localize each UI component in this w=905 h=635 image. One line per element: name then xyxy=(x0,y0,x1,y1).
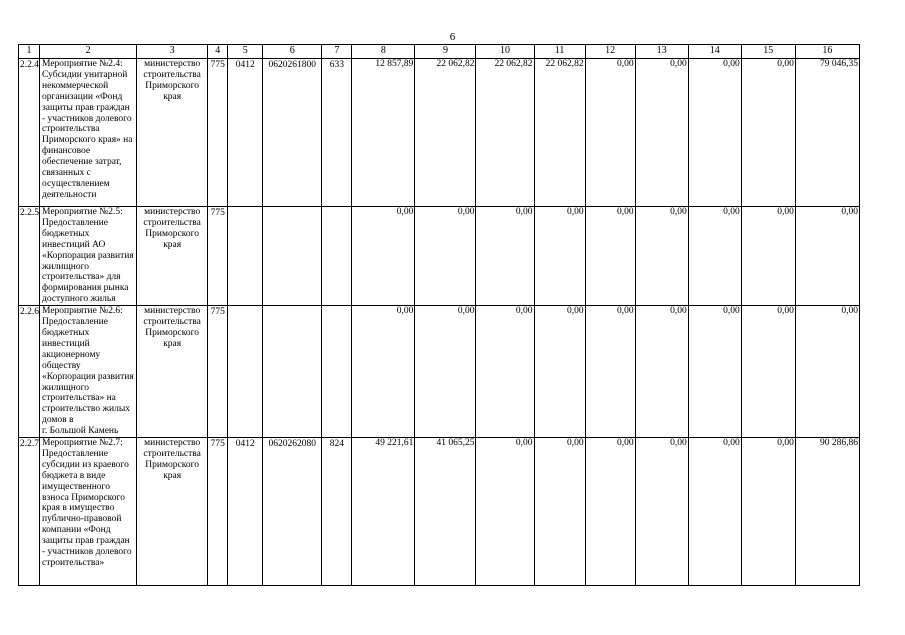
header-cell: 14 xyxy=(688,45,741,59)
value-cell: 0,00 xyxy=(534,306,585,438)
header-cell: 9 xyxy=(415,45,476,59)
measure-name: Мероприятие №2.4: Субсидии унитарной некоммерческой организации «Фонд защиты прав граждан - участников долевого строительства Приморского края» на финансовое обеспечение затрат, связанных с осуществлением деятельности xyxy=(40,59,137,207)
value-cell: 0,00 xyxy=(635,438,688,586)
expense-type-code: 824 xyxy=(322,438,352,586)
header-cell: 6 xyxy=(263,45,322,59)
section-code: 0412 xyxy=(228,438,263,586)
section-code: 0412 xyxy=(228,59,263,207)
header-cell: 2 xyxy=(40,45,137,59)
executor: министерство строительства Приморского края xyxy=(137,59,208,207)
total-cell: 0,00 xyxy=(795,306,859,438)
executor: министерство строительства Приморского края xyxy=(137,438,208,586)
header-cell: 7 xyxy=(322,45,352,59)
expense-type-code xyxy=(322,306,352,438)
header-cell: 10 xyxy=(476,45,534,59)
value-cell: 22 062,82 xyxy=(534,59,585,207)
value-cell: 0,00 xyxy=(585,306,635,438)
value-cell: 49 221,61 xyxy=(352,438,415,586)
header-cell: 13 xyxy=(635,45,688,59)
value-cell: 0,00 xyxy=(352,306,415,438)
measure-name: Мероприятие №2.7: Предоставление субсидии из краевого бюджета в виде имущественного взноса Приморского края в имущество публично-правовой компании «Фонд защиты прав граждан - участников долевого строительства» xyxy=(40,438,137,586)
value-cell: 0,00 xyxy=(352,207,415,306)
value-cell: 0,00 xyxy=(585,207,635,306)
value-cell: 0,00 xyxy=(476,306,534,438)
header-cell: 1 xyxy=(19,45,40,59)
table-row xyxy=(19,207,860,306)
measure-name: Мероприятие №2.5: Предоставление бюджетных инвестиций АО «Корпорация развития жилищного строительства» для формирования рынка доступного жилья xyxy=(40,207,137,306)
budget-table xyxy=(18,44,860,586)
value-cell: 0,00 xyxy=(741,438,795,586)
total-cell: 79 046,35 xyxy=(795,59,859,207)
executor: министерство строительства Приморского края xyxy=(137,306,208,438)
row-code: 2.2.4 xyxy=(19,59,40,207)
measure-name: Мероприятие №2.6: Предоставление бюджетных инвестиций акционерному обществу «Корпорация развития жилищного строительства» на строительство жилых домов в г. Большой Камень xyxy=(40,306,137,438)
header-cell: 4 xyxy=(208,45,228,59)
value-cell: 41 065,25 xyxy=(415,438,476,586)
value-cell: 0,00 xyxy=(688,59,741,207)
value-cell: 0,00 xyxy=(688,438,741,586)
value-cell: 0,00 xyxy=(635,59,688,207)
value-cell: 22 062,82 xyxy=(415,59,476,207)
value-cell: 0,00 xyxy=(585,438,635,586)
section-code xyxy=(228,306,263,438)
total-cell: 90 286,86 xyxy=(795,438,859,586)
value-cell: 22 062,82 xyxy=(476,59,534,207)
value-cell: 0,00 xyxy=(534,207,585,306)
row-code: 2.2.7 xyxy=(19,438,40,586)
value-cell: 0,00 xyxy=(534,438,585,586)
expense-type-code: 633 xyxy=(322,59,352,207)
grbs-code: 775 xyxy=(208,207,228,306)
target-article-code: 0620262080 xyxy=(263,438,322,586)
grbs-code: 775 xyxy=(208,59,228,207)
header-cell: 3 xyxy=(137,45,208,59)
table-row xyxy=(19,306,860,438)
header-cell: 16 xyxy=(795,45,859,59)
value-cell: 0,00 xyxy=(476,207,534,306)
value-cell: 0,00 xyxy=(741,207,795,306)
table-row xyxy=(19,59,860,207)
value-cell: 0,00 xyxy=(635,306,688,438)
section-code xyxy=(228,207,263,306)
header-cell: 12 xyxy=(585,45,635,59)
value-cell: 0,00 xyxy=(688,306,741,438)
target-article-code: 0620261800 xyxy=(263,59,322,207)
header-cell: 8 xyxy=(352,45,415,59)
header-row xyxy=(19,45,860,59)
row-code: 2.2.5 xyxy=(19,207,40,306)
value-cell: 12 857,89 xyxy=(352,59,415,207)
expense-type-code xyxy=(322,207,352,306)
value-cell: 0,00 xyxy=(415,306,476,438)
target-article-code xyxy=(263,207,322,306)
page-number: 6 xyxy=(449,31,456,43)
header-cell: 11 xyxy=(534,45,585,59)
header-cell: 5 xyxy=(228,45,263,59)
header-cell: 15 xyxy=(741,45,795,59)
value-cell: 0,00 xyxy=(635,207,688,306)
value-cell: 0,00 xyxy=(585,59,635,207)
value-cell: 0,00 xyxy=(476,438,534,586)
value-cell: 0,00 xyxy=(688,207,741,306)
table-row xyxy=(19,438,860,586)
value-cell: 0,00 xyxy=(741,59,795,207)
total-cell: 0,00 xyxy=(795,207,859,306)
value-cell: 0,00 xyxy=(415,207,476,306)
grbs-code: 775 xyxy=(208,306,228,438)
grbs-code: 775 xyxy=(208,438,228,586)
row-code: 2.2.6 xyxy=(19,306,40,438)
executor: министерство строительства Приморского края xyxy=(137,207,208,306)
target-article-code xyxy=(263,306,322,438)
value-cell: 0,00 xyxy=(741,306,795,438)
